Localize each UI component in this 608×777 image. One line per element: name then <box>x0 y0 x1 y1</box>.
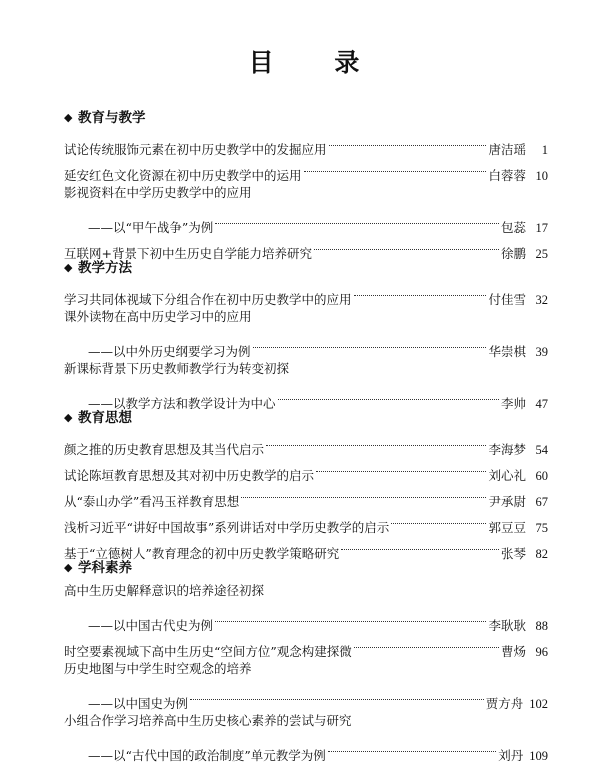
dot-leader <box>304 154 487 180</box>
dot-leader <box>354 630 499 656</box>
dot-leader <box>215 206 499 232</box>
entry-title: 高中生历史解释意识的培养途径初探 <box>64 583 265 598</box>
dot-leader <box>266 428 486 454</box>
entry-subtitle: ——以教学方法和教学设计为中心 <box>88 396 276 411</box>
page-title: 目 录 <box>248 48 386 77</box>
dot-leader <box>391 506 486 532</box>
section-heading <box>64 108 548 128</box>
entry-page-number: 25 <box>535 247 548 261</box>
dot-leader <box>278 382 499 408</box>
toc-entry <box>64 180 548 206</box>
entry-title: 延安红色文化资源在初中历史教学中的运用 <box>64 168 302 183</box>
entry-page-number: 109 <box>529 749 548 763</box>
dot-leader <box>354 278 487 304</box>
dot-leader <box>190 682 484 708</box>
entry-title: 试论传统服饰元素在初中历史教学中的发掘应用 <box>64 142 327 157</box>
entry-author: 李帅 <box>500 396 526 411</box>
entry-title: 影视资料在中学历史教学中的应用 <box>64 185 252 200</box>
entry-page-number: 88 <box>535 619 548 633</box>
entry-subtitle: ——以“古代中国的政治制度”单元教学为例 <box>88 748 326 763</box>
dot-leader <box>341 532 499 558</box>
entry-title: 时空要素视域下高中生历史“空间方位”观念构建探微 <box>64 644 352 659</box>
dot-leader <box>215 604 486 630</box>
entry-page-number: 75 <box>535 521 548 535</box>
entry-page-number: 67 <box>535 495 548 509</box>
dot-leader <box>328 734 496 760</box>
entry-subtitle: ——以中国古代史为例 <box>88 618 214 633</box>
section-heading-text: 教育与教学 <box>78 110 146 126</box>
dot-leader <box>241 480 486 506</box>
entry-author: 华崇棋 <box>488 344 526 359</box>
entry-author: 曹炀 <box>500 644 526 659</box>
entry-subtitle: ——以中外历史纲要学习为例 <box>88 344 251 359</box>
toc-entry <box>64 708 548 734</box>
dot-leader <box>253 330 487 356</box>
toc-entry-subtitle[interactable] <box>64 604 548 633</box>
toc-entry[interactable] <box>64 428 548 457</box>
diamond-bullet-icon: ◆ <box>64 111 73 124</box>
entry-page-number: 47 <box>535 397 548 411</box>
entry-title: 学习共同体视域下分组合作在初中历史教学中的应用 <box>64 292 352 307</box>
entry-title: 浅析习近平“讲好中国故事”系列讲话对中学历史教学的启示 <box>64 520 390 535</box>
entry-subtitle: ——以“甲午战争”为例 <box>88 220 214 235</box>
entry-title: 基于“立德树人”教育理念的初中历史教学策略研究 <box>64 546 340 561</box>
entry-page-number: 1 <box>541 143 548 157</box>
entry-title: 从“泰山办学”看冯玉祥教育思想 <box>64 494 240 509</box>
section-heading-text: 教学方法 <box>78 260 132 276</box>
entry-author: 付佳雪 <box>488 292 526 307</box>
toc-entry-subtitle[interactable] <box>64 382 548 411</box>
entry-title: 历史地图与中学生时空观念的培养 <box>64 661 252 676</box>
toc-entry-subtitle[interactable] <box>64 330 548 359</box>
entry-page-number: 17 <box>535 221 548 235</box>
toc-entry[interactable] <box>64 278 548 307</box>
entry-author: 刘心礼 <box>488 468 526 483</box>
entry-author: 贾方舟 <box>485 696 524 711</box>
entry-page-number: 32 <box>535 293 548 307</box>
toc-entry <box>64 578 548 604</box>
entry-page-number: 102 <box>529 697 548 711</box>
entry-author: 徐鹏 <box>500 246 526 261</box>
diamond-bullet-icon: ◆ <box>64 411 73 424</box>
dot-leader <box>329 128 487 154</box>
entry-author: 刘丹 <box>498 748 524 763</box>
dot-leader <box>316 454 486 480</box>
diamond-bullet-icon: ◆ <box>64 561 73 574</box>
toc-entry <box>64 356 548 382</box>
entry-author: 李海梦 <box>488 442 526 457</box>
diamond-bullet-icon: ◆ <box>64 261 73 274</box>
entry-page-number: 60 <box>535 469 548 483</box>
entry-title: 颜之推的历史教育思想及其当代启示 <box>64 442 265 457</box>
entry-title: 试论陈垣教育思想及其对初中历史教学的启示 <box>64 468 315 483</box>
section-heading-text: 教育思想 <box>78 410 132 426</box>
entry-author: 张琴 <box>500 546 526 561</box>
entry-author: 李耿耿 <box>488 618 526 633</box>
toc-entry-subtitle[interactable] <box>64 734 548 763</box>
entry-author: 包蕊 <box>500 220 526 235</box>
entry-title: 互联网+背景下初中生历史自学能力培养研究 <box>64 246 312 261</box>
entry-author: 白蓉蓉 <box>488 168 526 183</box>
entry-page-number: 39 <box>535 345 548 359</box>
entry-title: 课外读物在高中历史学习中的应用 <box>64 309 252 324</box>
entry-author: 唐洁瑶 <box>488 142 526 157</box>
entry-page-number: 82 <box>535 547 548 561</box>
entry-subtitle: ——以中国史为例 <box>88 696 189 711</box>
dot-leader <box>314 232 499 258</box>
entry-page-number: 10 <box>535 169 548 183</box>
section-heading-text: 学科素养 <box>78 560 132 576</box>
entry-title: 新课标背景下历史教师教学行为转变初探 <box>64 361 290 376</box>
table-of-contents <box>64 108 548 763</box>
toc-entry[interactable] <box>64 128 548 157</box>
entry-author: 尹承尉 <box>488 494 526 509</box>
entry-title: 小组合作学习培养高中生历史核心素养的尝试与研究 <box>64 713 352 728</box>
entry-page-number: 54 <box>535 443 548 457</box>
entry-page-number: 96 <box>535 645 548 659</box>
entry-author: 郭豆豆 <box>488 520 526 535</box>
toc-entry-subtitle[interactable] <box>64 206 548 235</box>
toc-entry-subtitle[interactable] <box>64 682 548 711</box>
